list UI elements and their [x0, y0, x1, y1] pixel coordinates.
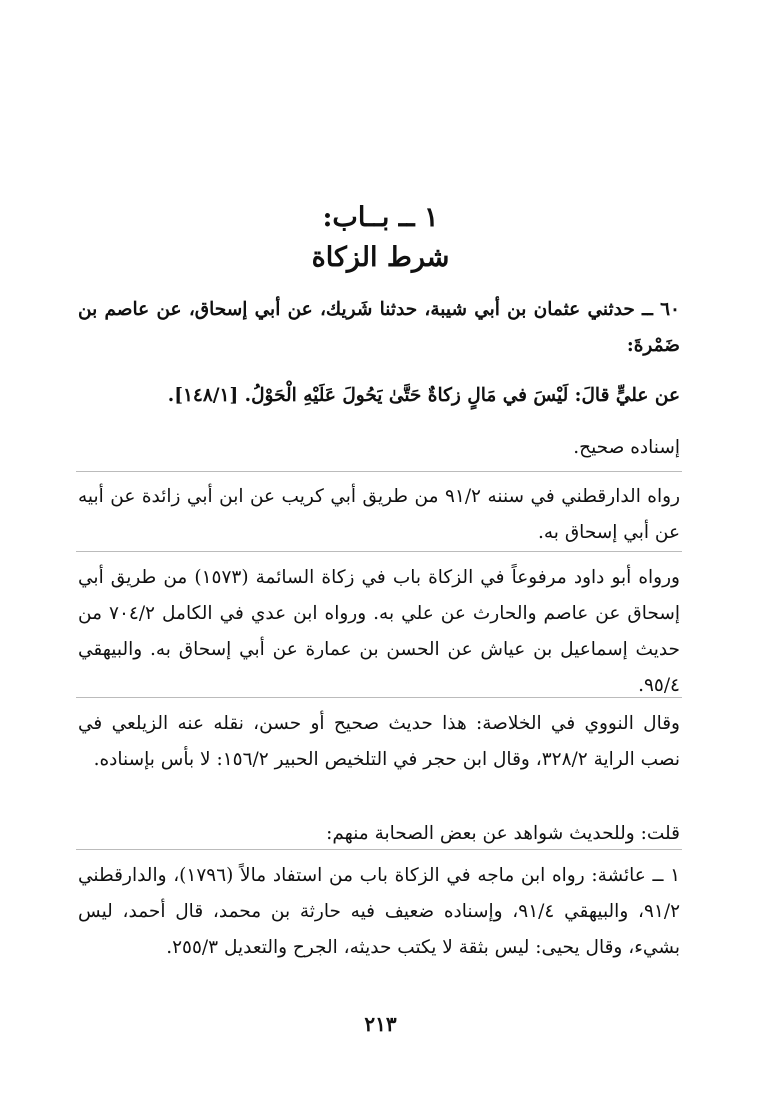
divider — [76, 471, 682, 472]
chapter-title: شرط الزكاة — [311, 242, 450, 273]
hadith-matn: عن عليٍّ قالَ: لَيْسَ في مَالٍ زكاةٌ حَتَّىٰ يَحُولَ عَلَيْهِ الْحَوْلُ. [١٤٨/١]. — [167, 385, 680, 406]
divider — [76, 697, 682, 698]
divider — [76, 849, 682, 850]
hadith-grade: إسناده صحيح. — [573, 437, 680, 458]
hadith-isnad: ٦٠ ــ حدثني عثمان بن أبي شيبة، حدثنا شَريك، عن أبي إسحاق، عن عاصم بن ضَمْرةَ: — [78, 299, 680, 356]
commentary-paragraph: ١ ــ عائشة: رواه ابن ماجه في الزكاة باب من استفاد مالاً (١٧٩٦)، والدارقطني ٩١/٢، والبيهقي ٩١/٤، وإسناده ضعيف فيه حارثة بن محمد، قال أحمد، ليس بشيء، وقال يحيى: ليس بثقة لا يكتب حديثه، الجرح والتعديل ٢٥٥/٣. — [78, 865, 681, 958]
page-number: ٢١٣ — [364, 1012, 397, 1036]
commentary-paragraph: رواه الدارقطني في سننه ٩١/٢ من طريق أبي كريب عن ابن أبي زائدة عن أبيه عن أبي إسحاق به. — [78, 486, 680, 543]
commentary-paragraph: ورواه أبو داود مرفوعاً في الزكاة باب في زكاة السائمة (١٥٧٣) من طريق أبي إسحاق عن عاصم والحارث عن علي به. ورواه ابن عدي في الكامل ٧٠٤/٢ من حديث إسماعيل بن عياش عن الحسن بن عمارة عن أبي إسحاق به. والبيهقي ٩٥/٤. — [78, 567, 680, 696]
commentary-paragraph: قلت: وللحديث شواهد عن بعض الصحابة منهم: — [326, 823, 680, 844]
commentary-paragraph: وقال النووي في الخلاصة: هذا حديث صحيح أو حسن، نقله عنه الزيلعي في نصب الراية ٣٢٨/٢، وقال ابن حجر في التلخيص الحبير ١٥٦/٢: لا بأس بإسناده. — [78, 713, 680, 770]
chapter-number: ١ ــ بــاب: — [322, 202, 439, 233]
divider — [76, 551, 682, 552]
